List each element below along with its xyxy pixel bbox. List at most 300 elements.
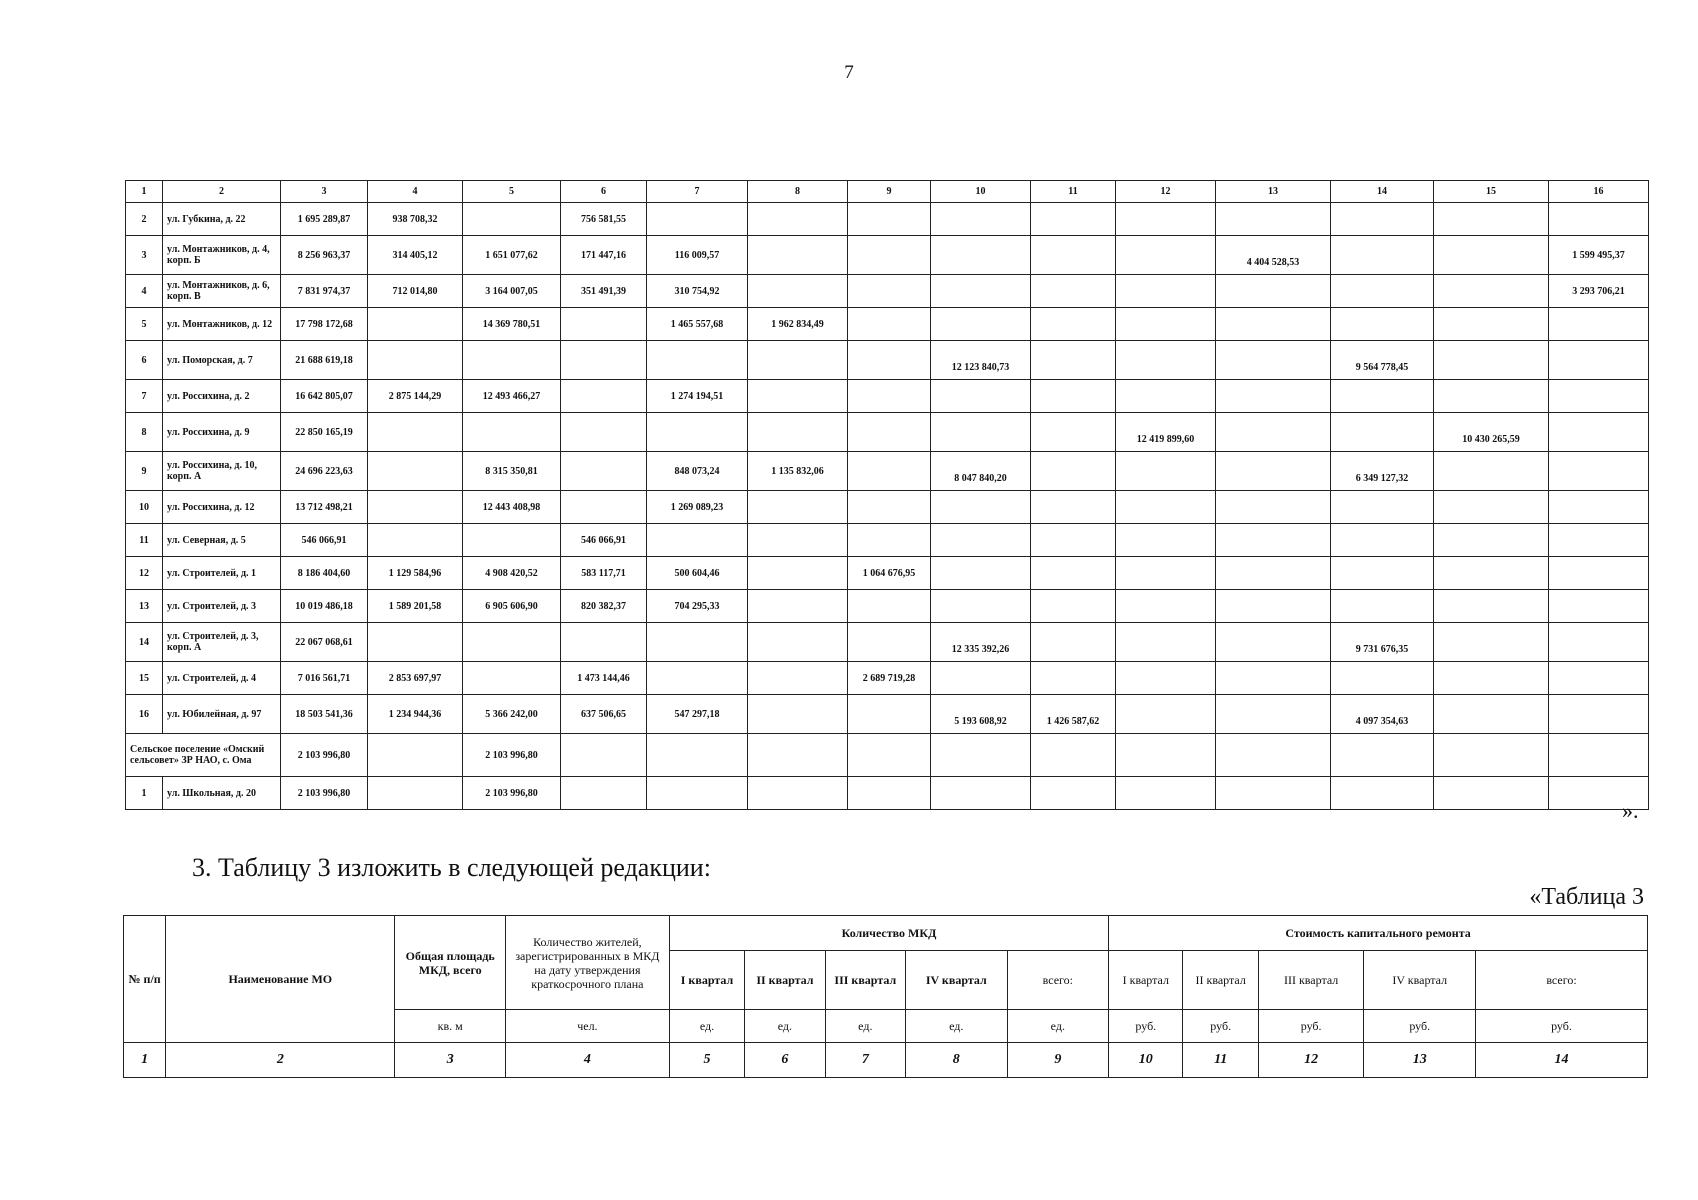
table-cell: 1 129 584,96 [368,557,463,590]
address-cell: ул. Школьная, д. 20 [163,777,281,810]
table-cell [463,341,561,380]
table-cell [848,413,931,452]
table-cell [647,413,748,452]
table-cell: 500 604,46 [647,557,748,590]
table-cell [931,275,1031,308]
table-cell [561,452,647,491]
table-cell [1549,380,1649,413]
table-cell [1549,734,1649,777]
table-cell [561,734,647,777]
unit-cost: руб. [1258,1010,1364,1043]
table-cell [1434,491,1549,524]
address-cell: ул. Строителей, д. 4 [163,662,281,695]
table-row [126,275,1649,308]
table-cell: 2 103 996,80 [281,734,368,777]
table-cell: 583 117,71 [561,557,647,590]
table-cell [848,275,931,308]
table-cell [931,777,1031,810]
unit-residents: чел. [505,1010,669,1043]
table-cell: 1 962 834,49 [748,308,848,341]
table-3-caption: «Таблица 3 [1529,884,1644,910]
table-row [126,341,1649,380]
table-cell: 2 103 996,80 [281,777,368,810]
address-cell: ул. Монтажников, д. 12 [163,308,281,341]
table-cell [848,341,931,380]
table-cell [1116,308,1216,341]
table-cell [1216,413,1331,452]
table-row [126,452,1649,491]
table-cell [748,662,848,695]
unit-cost: руб. [1109,1010,1183,1043]
mkd-total: всего: [1007,951,1109,1010]
table-cell [368,777,463,810]
table-cell: 4 404 528,53 [1216,236,1331,275]
table-cell [1331,590,1434,623]
table-cell [1116,275,1216,308]
table-2-continuation [125,180,1649,810]
cost-q3: III квартал [1258,951,1364,1010]
table-cell: 6 349 127,32 [1331,452,1434,491]
table-cell [848,203,931,236]
column-number: 16 [1549,181,1649,203]
unit-count: ед. [669,1010,744,1043]
address-cell: ул. Россихина, д. 12 [163,491,281,524]
table-cell [1031,275,1116,308]
column-number: 9 [1007,1043,1109,1078]
table-cell [931,524,1031,557]
table-cell: 17 798 172,68 [281,308,368,341]
table-cell [561,380,647,413]
table-cell [848,623,931,662]
table-cell [368,341,463,380]
table-cell [561,341,647,380]
table-cell [1116,662,1216,695]
table-cell: 2 [126,203,163,236]
table-cell: 10 019 486,18 [281,590,368,623]
closing-quote: ». [1622,798,1639,823]
column-number: 8 [906,1043,1008,1078]
table-cell: 8 315 350,81 [463,452,561,491]
table-cell: 7 831 974,37 [281,275,368,308]
table-row [126,308,1649,341]
table-cell: 1 465 557,68 [647,308,748,341]
table-cell [1331,557,1434,590]
table-cell [748,380,848,413]
table-cell [1331,491,1434,524]
table-cell [848,308,931,341]
table-cell: 3 293 706,21 [1549,275,1649,308]
table-row [126,203,1649,236]
header-residents: Количество жителей, зарегистрированных в МКД на дату утверждения краткосрочного плана [505,916,669,1010]
table-cell [1116,203,1216,236]
table-cell: 12 419 899,60 [1116,413,1216,452]
table-cell: 10 [126,491,163,524]
address-cell: ул. Монтажников, д. 6, корп. В [163,275,281,308]
table-cell: 2 875 144,29 [368,380,463,413]
table-cell [1216,308,1331,341]
table-cell: 546 066,91 [561,524,647,557]
table-cell [1031,777,1116,810]
table-cell [647,623,748,662]
table-cell [1549,452,1649,491]
table-cell: 546 066,91 [281,524,368,557]
column-number: 11 [1031,181,1116,203]
table-cell [1331,308,1434,341]
table-cell: 704 295,33 [647,590,748,623]
mkd-q3: III квартал [825,951,905,1010]
table-cell [748,236,848,275]
mkd-q2: II квартал [745,951,825,1010]
table-cell: 8 256 963,37 [281,236,368,275]
table-cell [1434,380,1549,413]
table-cell [748,590,848,623]
table-cell [1434,557,1549,590]
column-number: 3 [395,1043,506,1078]
column-number: 2 [163,181,281,203]
table-cell [848,452,931,491]
table-cell [1549,308,1649,341]
header-mo-name: Наименование МО [166,916,395,1043]
column-number: 15 [1434,181,1549,203]
table-cell [1216,734,1331,777]
table-cell [848,236,931,275]
table-cell [848,380,931,413]
cost-q1: I квартал [1109,951,1183,1010]
table-cell [1216,695,1331,734]
column-number: 11 [1183,1043,1258,1078]
column-number: 13 [1364,1043,1476,1078]
table-cell [848,734,931,777]
table-cell [1031,203,1116,236]
table-cell: 9 731 676,35 [1331,623,1434,662]
column-number: 4 [505,1043,669,1078]
address-cell: ул. Юбилейная, д. 97 [163,695,281,734]
unit-count: ед. [825,1010,905,1043]
table-cell [1434,524,1549,557]
cost-q4: IV квартал [1364,951,1476,1010]
column-number: 12 [1258,1043,1364,1078]
table-row [126,524,1649,557]
table-cell [647,341,748,380]
table-cell [1031,734,1116,777]
column-number: 10 [931,181,1031,203]
table-cell: 1 599 495,37 [1549,236,1649,275]
table-cell [1549,203,1649,236]
table-cell [1116,236,1216,275]
table-cell: 637 506,65 [561,695,647,734]
table-cell [1116,777,1216,810]
table-cell [748,695,848,734]
table-cell [748,734,848,777]
mkd-q1: I квартал [669,951,744,1010]
table-cell: 21 688 619,18 [281,341,368,380]
table-cell [1031,491,1116,524]
table-cell: 1 234 944,36 [368,695,463,734]
table-cell [1331,380,1434,413]
table-cell [1116,452,1216,491]
table-cell [1434,734,1549,777]
table-cell: 712 014,80 [368,275,463,308]
table-cell [848,695,931,734]
table-cell [1216,341,1331,380]
table-cell [748,203,848,236]
page-number: 7 [844,62,854,83]
table-cell [463,203,561,236]
table-cell [1216,275,1331,308]
table-cell: 6 [126,341,163,380]
table-cell [1434,275,1549,308]
table-cell [1031,590,1116,623]
table-cell [1549,623,1649,662]
address-cell: ул. Россихина, д. 10, корп. А [163,452,281,491]
table-cell [848,777,931,810]
table-row [126,380,1649,413]
table-cell: 12 [126,557,163,590]
table-row [126,623,1649,662]
header-mkd-count: Количество МКД [669,916,1108,951]
table-cell [1331,777,1434,810]
table-cell [647,524,748,557]
table-cell [748,413,848,452]
table-cell: 12 335 392,26 [931,623,1031,662]
table-cell [1216,590,1331,623]
table-cell [1549,557,1649,590]
table-cell: 1 269 089,23 [647,491,748,524]
table-cell [848,590,931,623]
table-row [126,662,1649,695]
column-number: 14 [1331,181,1434,203]
table-cell [848,524,931,557]
table-row [126,413,1649,452]
table-cell [1031,380,1116,413]
table-cell: 3 [126,236,163,275]
table-row [126,777,1649,810]
address-cell: ул. Строителей, д. 1 [163,557,281,590]
table-cell [1434,662,1549,695]
table-cell: 6 905 606,90 [463,590,561,623]
table-cell [1031,623,1116,662]
table-cell: 1 426 587,62 [1031,695,1116,734]
column-number: 3 [281,181,368,203]
table-row [126,695,1649,734]
table-cell: 16 642 805,07 [281,380,368,413]
table-cell [368,623,463,662]
table-cell [1434,452,1549,491]
table-cell [748,491,848,524]
column-number: 2 [166,1043,395,1078]
table-cell [748,275,848,308]
unit-count: ед. [745,1010,825,1043]
table-cell [748,524,848,557]
unit-cost: руб. [1476,1010,1648,1043]
column-number: 10 [1109,1043,1183,1078]
table-cell [931,662,1031,695]
settlement-name: Сельское поселение «Омский сельсовет» ЗР НАО, с. Ома [126,734,281,777]
table-cell [368,413,463,452]
table-cell: 13 712 498,21 [281,491,368,524]
address-cell: ул. Северная, д. 5 [163,524,281,557]
table-cell [561,413,647,452]
table-cell: 12 493 466,27 [463,380,561,413]
table-cell [931,236,1031,275]
table-cell: 12 443 408,98 [463,491,561,524]
table-cell [368,491,463,524]
table-cell: 8 047 840,20 [931,452,1031,491]
table-cell: 351 491,39 [561,275,647,308]
table-cell [1116,623,1216,662]
table-cell: 9 [126,452,163,491]
unit-count: ед. [1007,1010,1109,1043]
table-cell [931,308,1031,341]
table-cell [647,777,748,810]
table-cell: 14 369 780,51 [463,308,561,341]
table-cell [1116,524,1216,557]
column-number: 1 [124,1043,166,1078]
table-cell [848,491,931,524]
column-number: 12 [1116,181,1216,203]
table-cell: 1 274 194,51 [647,380,748,413]
table-cell [1216,623,1331,662]
header-repair-cost: Стоимость капитального ремонта [1109,916,1648,951]
table-cell: 8 [126,413,163,452]
table-cell [931,491,1031,524]
column-number: 5 [669,1043,744,1078]
table-cell [1549,413,1649,452]
table-cell: 314 405,12 [368,236,463,275]
table-cell [1216,524,1331,557]
table-cell [1434,777,1549,810]
table-cell [561,777,647,810]
table-cell: 11 [126,524,163,557]
table-cell [1216,557,1331,590]
table-cell [463,413,561,452]
table-cell [1216,380,1331,413]
column-number: 5 [463,181,561,203]
table-cell [1434,308,1549,341]
table-cell: 1 651 077,62 [463,236,561,275]
table-cell [463,662,561,695]
table-cell: 7 [126,380,163,413]
table-cell: 22 850 165,19 [281,413,368,452]
table-cell [1549,662,1649,695]
mkd-q4: IV квартал [906,951,1008,1010]
table-cell: 1 589 201,58 [368,590,463,623]
table-3 [123,915,1648,1078]
table-header-row [126,181,1649,203]
table-cell [1116,734,1216,777]
column-number: 9 [848,181,931,203]
table-cell [1216,777,1331,810]
table-cell [931,557,1031,590]
table-cell [1434,236,1549,275]
table-cell [748,623,848,662]
table-cell [1331,662,1434,695]
table-cell: 938 708,32 [368,203,463,236]
column-number: 7 [647,181,748,203]
table-cell [1549,695,1649,734]
column-number: 8 [748,181,848,203]
table-cell: 16 [126,695,163,734]
table-cell [748,557,848,590]
settlement-row [126,734,1649,777]
table-cell [463,524,561,557]
table-cell: 10 430 265,59 [1434,413,1549,452]
table-cell [1331,275,1434,308]
table-cell: 2 853 697,97 [368,662,463,695]
table-cell: 1 135 832,06 [748,452,848,491]
table-cell: 2 689 719,28 [848,662,931,695]
table-cell: 171 447,16 [561,236,647,275]
table-cell: 18 503 541,36 [281,695,368,734]
table-cell [1116,695,1216,734]
table-cell [1031,524,1116,557]
table-row [126,590,1649,623]
address-cell: ул. Россихина, д. 9 [163,413,281,452]
table-cell [1031,557,1116,590]
address-cell: ул. Монтажников, д. 4, корп. Б [163,236,281,275]
table-cell: 310 754,92 [647,275,748,308]
table-cell [1031,413,1116,452]
table-cell: 2 103 996,80 [463,734,561,777]
unit-count: ед. [906,1010,1008,1043]
table-row [126,236,1649,275]
table-cell [647,203,748,236]
table-row [126,557,1649,590]
table-cell [1549,491,1649,524]
section-heading: 3. Таблицу 3 изложить в следующей редакции: [192,853,711,882]
table-cell [1116,557,1216,590]
table-cell [1216,203,1331,236]
table-cell [463,623,561,662]
table-cell: 12 123 840,73 [931,341,1031,380]
table-cell [1116,491,1216,524]
table-cell: 5 366 242,00 [463,695,561,734]
header-area: Общая площадь МКД, всего [395,916,506,1010]
table-cell [931,734,1031,777]
table-cell: 22 067 068,61 [281,623,368,662]
cost-total: всего: [1476,951,1648,1010]
column-number: 13 [1216,181,1331,203]
table-cell [368,734,463,777]
table-cell: 7 016 561,71 [281,662,368,695]
table-cell [561,308,647,341]
table-cell [1031,662,1116,695]
table-cell: 15 [126,662,163,695]
table-cell [1331,524,1434,557]
table-cell: 820 382,37 [561,590,647,623]
table-cell [368,308,463,341]
table-cell [1434,203,1549,236]
table-cell: 547 297,18 [647,695,748,734]
table-cell [748,341,848,380]
table-cell: 2 103 996,80 [463,777,561,810]
table-cell: 756 581,55 [561,203,647,236]
table-cell [1116,341,1216,380]
table-cell [1031,341,1116,380]
table-cell: 848 073,24 [647,452,748,491]
table-cell [561,623,647,662]
column-number: 7 [825,1043,905,1078]
unit-cost: руб. [1183,1010,1258,1043]
column-number: 4 [368,181,463,203]
unit-cost: руб. [1364,1010,1476,1043]
column-number: 6 [745,1043,825,1078]
address-cell: ул. Строителей, д. 3, корп. А [163,623,281,662]
header-num: № п/п [124,916,166,1043]
table-cell [1331,236,1434,275]
table-cell [1031,452,1116,491]
unit-area: кв. м [395,1010,506,1043]
